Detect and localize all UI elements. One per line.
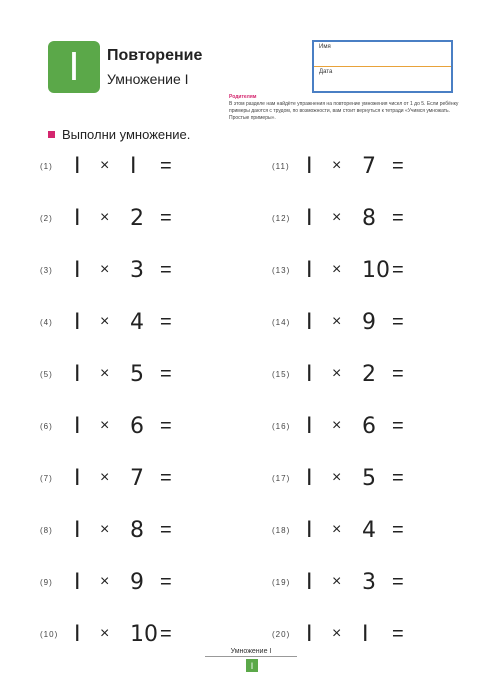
factor-a: I <box>74 569 81 595</box>
factor-b: 9 <box>362 309 376 335</box>
problem-number: (3) <box>40 265 53 275</box>
problem-number: (17) <box>272 473 291 483</box>
factor-a: I <box>306 361 313 387</box>
factor-a: I <box>306 153 313 179</box>
equals-sign: = <box>160 570 172 593</box>
instruction-text: Выполни умножение. <box>62 127 191 142</box>
factor-a: I <box>306 309 313 335</box>
factor-b: 8 <box>130 517 144 543</box>
equals-sign: = <box>392 206 404 229</box>
problem-row <box>40 250 240 290</box>
problem-row <box>272 354 472 394</box>
times-sign: × <box>332 573 342 590</box>
times-sign: × <box>100 625 110 642</box>
times-sign: × <box>332 521 342 538</box>
footer-label: Умножение I <box>230 648 272 655</box>
factor-a: I <box>74 153 81 179</box>
problem-number: (19) <box>272 577 291 587</box>
factor-a: I <box>306 569 313 595</box>
factor-b: 10 <box>362 257 390 283</box>
equals-sign: = <box>160 310 172 333</box>
factor-b: 3 <box>362 569 376 595</box>
factor-b: 10 <box>130 621 158 647</box>
page-number: I <box>246 659 258 672</box>
factor-b: 4 <box>130 309 144 335</box>
problem-row <box>272 510 472 550</box>
factor-b: 5 <box>362 465 376 491</box>
equals-sign: = <box>160 414 172 437</box>
problem-row <box>40 302 240 342</box>
times-sign: × <box>100 417 110 434</box>
problem-number: (14) <box>272 317 291 327</box>
problem-row <box>272 302 472 342</box>
problem-row <box>272 250 472 290</box>
factor-a: I <box>74 517 81 543</box>
times-sign: × <box>332 313 342 330</box>
times-sign: × <box>100 469 110 486</box>
problem-number: (18) <box>272 525 291 535</box>
times-sign: × <box>100 209 110 226</box>
equals-sign: = <box>160 518 172 541</box>
section-badge: I <box>48 41 100 93</box>
problem-row <box>272 562 472 602</box>
problem-number: (5) <box>40 369 53 379</box>
date-field[interactable] <box>314 67 451 92</box>
factor-b: 7 <box>130 465 144 491</box>
problem-number: (16) <box>272 421 291 431</box>
equals-sign: = <box>160 622 172 645</box>
instruction <box>48 127 190 142</box>
factor-b: 8 <box>362 205 376 231</box>
equals-sign: = <box>392 362 404 385</box>
factor-a: I <box>306 413 313 439</box>
date-label: Дата <box>319 68 333 75</box>
times-sign: × <box>332 261 342 278</box>
factor-a: I <box>74 465 81 491</box>
times-sign: × <box>100 157 110 174</box>
equals-sign: = <box>392 622 404 645</box>
factor-a: I <box>74 309 81 335</box>
factor-a: I <box>306 465 313 491</box>
factor-a: I <box>306 517 313 543</box>
factor-b: 4 <box>362 517 376 543</box>
factor-b: 5 <box>130 361 144 387</box>
problem-row <box>272 146 472 186</box>
problem-row <box>40 406 240 446</box>
factor-a: I <box>74 621 81 647</box>
name-label: Имя <box>319 44 331 50</box>
problem-row <box>40 198 240 238</box>
problem-number: (2) <box>40 213 53 223</box>
parents-heading: Родителям <box>229 94 257 100</box>
name-field[interactable] <box>314 42 451 67</box>
times-sign: × <box>100 521 110 538</box>
problem-number: (15) <box>272 369 291 379</box>
equals-sign: = <box>160 258 172 281</box>
equals-sign: = <box>392 310 404 333</box>
equals-sign: = <box>392 518 404 541</box>
problem-number: (6) <box>40 421 53 431</box>
times-sign: × <box>332 209 342 226</box>
times-sign: × <box>332 625 342 642</box>
equals-sign: = <box>160 362 172 385</box>
name-date-box <box>312 40 453 93</box>
factor-a: I <box>306 621 313 647</box>
problem-number: (1) <box>40 161 53 171</box>
factor-b: 3 <box>130 257 144 283</box>
times-sign: × <box>332 417 342 434</box>
factor-b: 9 <box>130 569 144 595</box>
problem-row <box>272 406 472 446</box>
page-subtitle: Умножение I <box>107 71 189 87</box>
problem-row <box>40 562 240 602</box>
factor-b: 6 <box>130 413 144 439</box>
equals-sign: = <box>160 154 172 177</box>
times-sign: × <box>100 573 110 590</box>
factor-b: 7 <box>362 153 376 179</box>
times-sign: × <box>100 261 110 278</box>
page-title: Повторение <box>107 47 203 64</box>
factor-b: I <box>130 153 137 179</box>
times-sign: × <box>100 365 110 382</box>
problem-number: (11) <box>272 161 290 171</box>
equals-sign: = <box>392 570 404 593</box>
factor-b: I <box>362 621 369 647</box>
factor-b: 6 <box>362 413 376 439</box>
factor-a: I <box>74 205 81 231</box>
factor-a: I <box>74 413 81 439</box>
factor-a: I <box>74 361 81 387</box>
times-sign: × <box>100 313 110 330</box>
equals-sign: = <box>392 154 404 177</box>
problem-number: (8) <box>40 525 53 535</box>
equals-sign: = <box>160 206 172 229</box>
times-sign: × <box>332 157 342 174</box>
problem-number: (20) <box>272 629 291 639</box>
factor-a: I <box>306 205 313 231</box>
equals-sign: = <box>392 414 404 437</box>
problem-row <box>40 146 240 186</box>
factor-a: I <box>306 257 313 283</box>
problem-row <box>272 614 472 654</box>
parents-note: В этом разделе нам найдёте упражнения на повторение умножения чисел от 1 до 5. Если ребёнку примеры даются с трудом, по возможности, вам стоит вернуться к тетради «Учимся умножать. Простые примеры». <box>229 101 459 121</box>
problem-number: (10) <box>40 629 59 639</box>
problem-number: (4) <box>40 317 53 327</box>
problem-row <box>272 198 472 238</box>
equals-sign: = <box>392 466 404 489</box>
factor-a: I <box>74 257 81 283</box>
factor-b: 2 <box>130 205 144 231</box>
bullet-square-icon <box>48 131 55 138</box>
problem-row <box>272 458 472 498</box>
problem-number: (13) <box>272 265 291 275</box>
problem-row <box>40 510 240 550</box>
problem-row <box>40 458 240 498</box>
problem-number: (7) <box>40 473 53 483</box>
factor-b: 2 <box>362 361 376 387</box>
problem-number: (9) <box>40 577 53 587</box>
equals-sign: = <box>392 258 404 281</box>
times-sign: × <box>332 365 342 382</box>
equals-sign: = <box>160 466 172 489</box>
footer-divider <box>205 656 297 657</box>
problem-row <box>40 354 240 394</box>
problem-number: (12) <box>272 213 291 223</box>
times-sign: × <box>332 469 342 486</box>
